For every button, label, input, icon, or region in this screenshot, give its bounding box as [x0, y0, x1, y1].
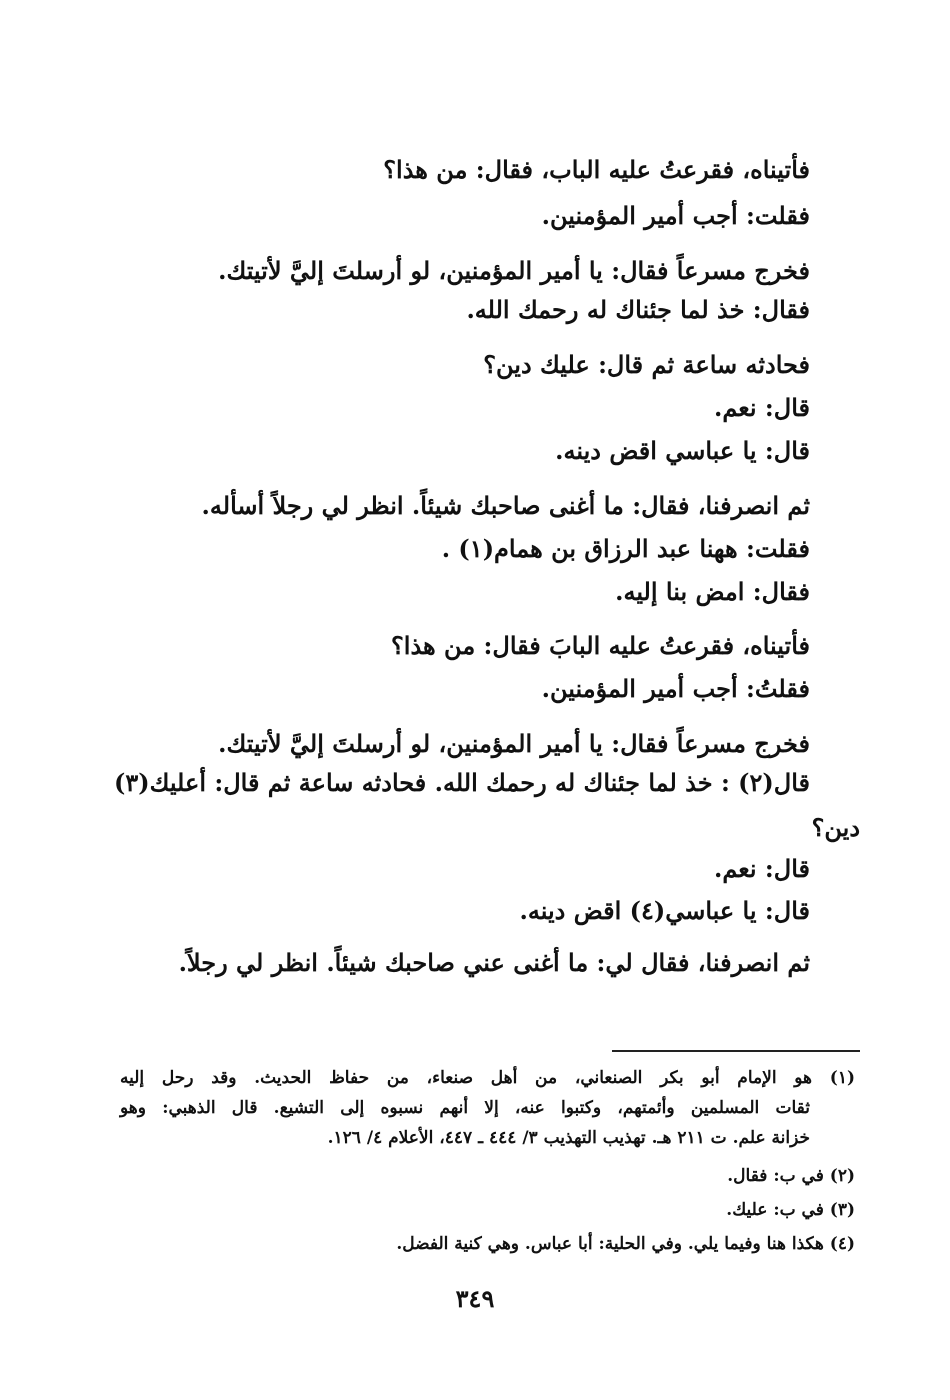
footnote-1-line-2: ثقات المسلمين وأئمتهم، وكتبوا عنه، إلا أنهم نسبوه إلى التشيع. قال الذهبي: وهو: [120, 1098, 810, 1118]
footnote-separator: [612, 1050, 860, 1052]
footnote-2: (٢) في ب: فقال.: [727, 1166, 855, 1186]
footnote-4: (٤) هكذا هنا وفيما يلي. وفي الحلية: أبا عباس. وهي كنية الفضل.: [396, 1234, 855, 1254]
footnote-1-marker: (١): [829, 1068, 855, 1088]
footnote-1-line-1: [120, 1065, 855, 1091]
footnote-3: (٣) في ب: عليك.: [726, 1200, 855, 1220]
text-line-12: فقلتُ: أجب أمير المؤمنين.: [541, 674, 810, 703]
text-line-16: قال: نعم.: [713, 854, 810, 883]
text-line-8: ثم انصرفنا، فقال: ما أغنى صاحبك شيئاً. انظر لي رجلاً أسأله.: [201, 491, 810, 520]
text-line-1: فأتيناه، فقرعتُ عليه الباب، فقال: من هذا؟: [383, 155, 810, 184]
text-line-3: فخرج مسرعاً فقال: يا أمير المؤمنين، لو أرسلتَ إليَّ لأتيتك.: [218, 256, 810, 285]
text-line-9: فقلت: ههنا عبد الرزاق بن همام(١) .: [441, 534, 810, 563]
text-line-15: دين؟: [811, 813, 860, 842]
text-line-5: فحادثه ساعة ثم قال: عليك دين؟: [483, 350, 810, 379]
footnote-1-text: هو الإمام أبو بكر الصنعاني، من أهل صنعاء، من حفاظ الحديث. وقد رحل إليه: [120, 1068, 813, 1088]
text-line-6: قال: نعم.: [713, 393, 810, 422]
text-line-10: فقال: امض بنا إليه.: [615, 577, 810, 606]
text-line-7: قال: يا عباسي اقض دينه.: [555, 436, 810, 465]
text-line-11: فأتيناه، فقرعتُ عليه البابَ فقال: من هذا؟: [391, 631, 810, 660]
text-line-17: قال: يا عباسي(٤) اقض دينه.: [519, 896, 810, 925]
page-number: ٣٤٩: [455, 1284, 495, 1313]
text-line-2: فقلت: أجب أمير المؤمنين.: [541, 201, 810, 230]
text-line-14: قال(٢) : خذ لما جئناك له رحمك الله. فحادثه ساعة ثم قال: أعليك(٣): [113, 768, 810, 797]
footnote-1-line-3: خزانة علم. ت ٢١١ هـ. تهذيب التهذيب ٣/ ٤٤٤ ـ ٤٤٧، الأعلام ٤/ ١٢٦.: [327, 1128, 810, 1148]
text-line-4: فقال: خذ لما جئناك له رحمك الله.: [466, 295, 810, 324]
text-line-18: ثم انصرفنا، فقال لي: ما أغنى عني صاحبك شيئاً. انظر لي رجلاً.: [178, 948, 810, 977]
text-line-13: فخرج مسرعاً فقال: يا أمير المؤمنين، لو أرسلتَ إليَّ لأتيتك.: [218, 729, 810, 758]
